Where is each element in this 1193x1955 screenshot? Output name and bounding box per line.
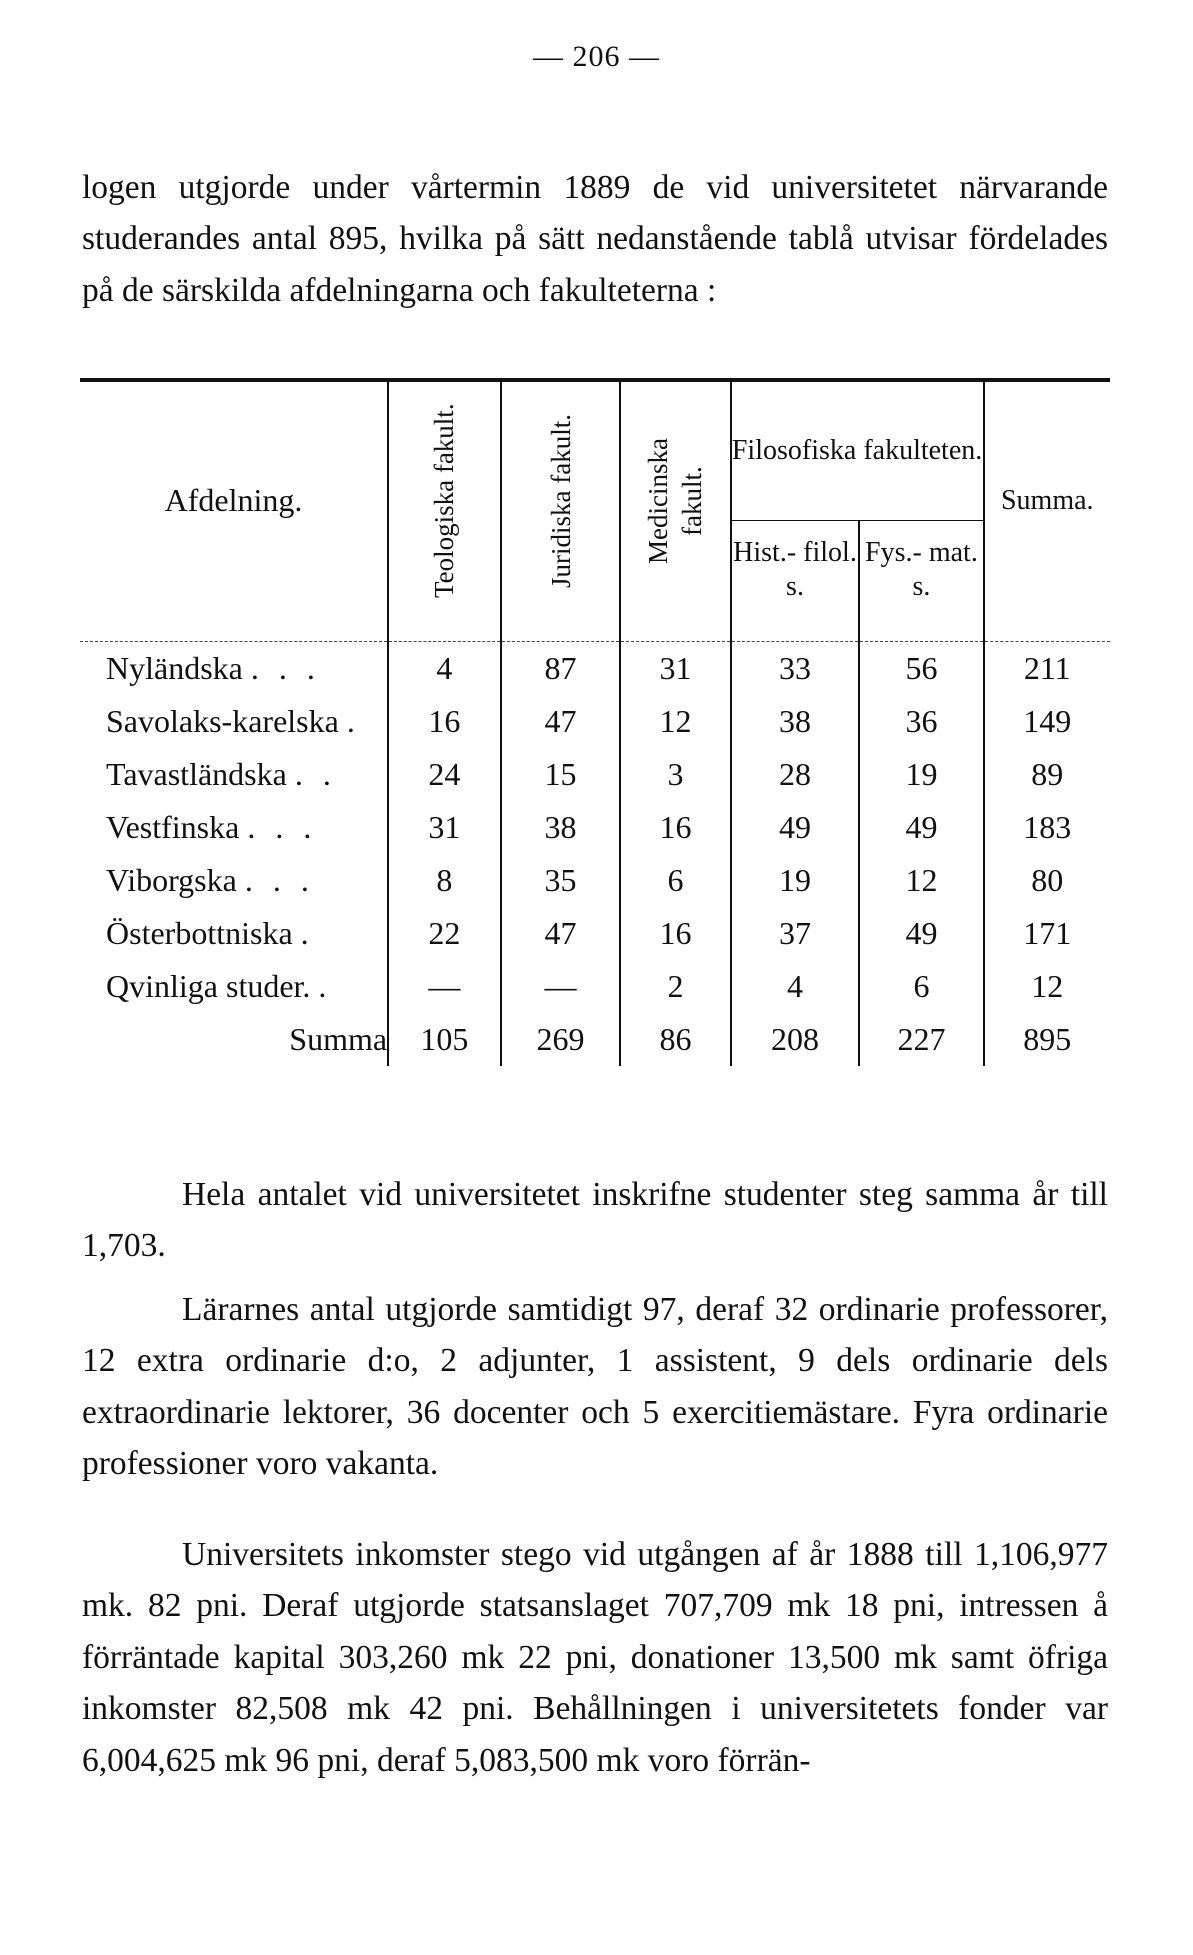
total-fys: 227: [859, 1013, 983, 1066]
total-teol: 105: [388, 1013, 501, 1066]
cell-summa: 12: [984, 960, 1110, 1013]
cell-teol: 16: [388, 695, 501, 748]
row-name: Viborgska: [106, 862, 237, 898]
cell-jur: —: [501, 960, 621, 1013]
total-med: 86: [620, 1013, 730, 1066]
page-number: — 206 —: [533, 40, 660, 73]
header-afdelning: Afdelning.: [164, 482, 303, 518]
cell-hist: 38: [731, 695, 860, 748]
cell-teol: 24: [388, 748, 501, 801]
total-summa: 895: [984, 1013, 1110, 1066]
cell-fys: 56: [859, 642, 983, 696]
cell-med: 31: [620, 642, 730, 696]
table-row: Qvinliga studer. . — — 2 4 6 12: [80, 960, 1110, 1013]
cell-med: 2: [620, 960, 730, 1013]
cell-hist: 4: [731, 960, 860, 1013]
table-row: Viborgska . . . 8 35 6 19 12 80: [80, 854, 1110, 907]
header-summa: Summa.: [984, 380, 1110, 619]
cell-jur: 47: [501, 907, 621, 960]
teachers-paragraph: Lärarnes antal utgjorde samtidigt 97, deraf 32 ordinarie professorer, 12 extra ordinarie d:o, 2 adjunter, 1 assistent, 9 dels ordinarie dels extraordinarie lektorer, 36 docenter och 5 exercitiemästare. Fyra ordinarie professioner voro vakanta.: [82, 1290, 1108, 1482]
cell-med: 6: [620, 854, 730, 907]
cell-med: 16: [620, 907, 730, 960]
cell-teol: 31: [388, 801, 501, 854]
cell-fys: 12: [859, 854, 983, 907]
header-fys-mat: Fys.- mat. s.: [859, 521, 983, 620]
total-label: Summa: [289, 1021, 388, 1057]
row-name: Nyländska: [106, 650, 243, 686]
cell-summa: 80: [984, 854, 1110, 907]
cell-teol: —: [388, 960, 501, 1013]
cell-fys: 49: [859, 801, 983, 854]
cell-summa: 149: [984, 695, 1110, 748]
cell-summa: 171: [984, 907, 1110, 960]
table-total-row: [80, 1013, 1110, 1066]
table-row: Österbottniska . 22 47 16 37 49 171: [80, 907, 1110, 960]
cell-fys: 6: [859, 960, 983, 1013]
enrollment-table: [80, 378, 1110, 1098]
row-name: Österbottniska: [106, 915, 293, 951]
header-teologiska: Teologiska fakult.: [388, 380, 501, 619]
income-paragraph: Universitets inkomster stego vid utgången af år 1888 till 1,106,977 mk. 82 pni. Deraf utgjorde statsanslaget 707,709 mk 18 pni, intressen å förräntade kapital 303,260 mk 22 pni, donationer 13,500 mk samt öfriga inkomster 82,508 mk 42 pni. Behållningen i universitetets fonder var 6,004,625 mk 96 pni, deraf 5,083,500 mk voro förrän-: [82, 1535, 1108, 1779]
cell-med: 3: [620, 748, 730, 801]
header-medicinska: Medicinska fakult.: [620, 380, 730, 619]
cell-jur: 87: [501, 642, 621, 696]
cell-jur: 35: [501, 854, 621, 907]
intro-paragraph: logen utgjorde under vårtermin 1889 de vid universitetet närvarande studerandes antal 895, hvilka på sätt nedanstående tablå utvisar fördelades på de särskilda afdelningarna och fakulteterna :: [82, 168, 1108, 309]
cell-jur: 15: [501, 748, 621, 801]
header-juridiska: Juridiska fakult.: [501, 380, 621, 619]
cell-summa: 183: [984, 801, 1110, 854]
cell-hist: 28: [731, 748, 860, 801]
table-row: Vestfinska . . . 31 38 16 49 49 183: [80, 801, 1110, 854]
cell-hist: 37: [731, 907, 860, 960]
table-row: Nyländska . . . 4 87 31 33 56 211: [80, 642, 1110, 696]
cell-fys: 49: [859, 907, 983, 960]
row-name: Tavastländska: [106, 756, 287, 792]
cell-teol: 8: [388, 854, 501, 907]
row-name: Savolaks-karelska: [106, 703, 339, 739]
header-hist-filol: Hist.- filol. s.: [731, 521, 860, 620]
row-name: Qvinliga studer.: [106, 968, 311, 1004]
cell-med: 12: [620, 695, 730, 748]
cell-fys: 19: [859, 748, 983, 801]
total-hist: 208: [731, 1013, 860, 1066]
cell-hist: 49: [731, 801, 860, 854]
total-jur: 269: [501, 1013, 621, 1066]
cell-hist: 19: [731, 854, 860, 907]
cell-hist: 33: [731, 642, 860, 696]
cell-fys: 36: [859, 695, 983, 748]
students-paragraph: Hela antalet vid universitetet inskrifne studenter steg samma år till 1,703.: [82, 1175, 1108, 1264]
cell-jur: 47: [501, 695, 621, 748]
cell-summa: 211: [984, 642, 1110, 696]
table-row: Savolaks-karelska . 16 47 12 38 36 149: [80, 695, 1110, 748]
header-filosofiska: Filosofiska fakulteten.: [731, 380, 984, 521]
cell-jur: 38: [501, 801, 621, 854]
cell-teol: 4: [388, 642, 501, 696]
cell-summa: 89: [984, 748, 1110, 801]
row-name: Vestfinska: [106, 809, 240, 845]
cell-teol: 22: [388, 907, 501, 960]
table-row: Tavastländska . . 24 15 3 28 19 89: [80, 748, 1110, 801]
cell-med: 16: [620, 801, 730, 854]
